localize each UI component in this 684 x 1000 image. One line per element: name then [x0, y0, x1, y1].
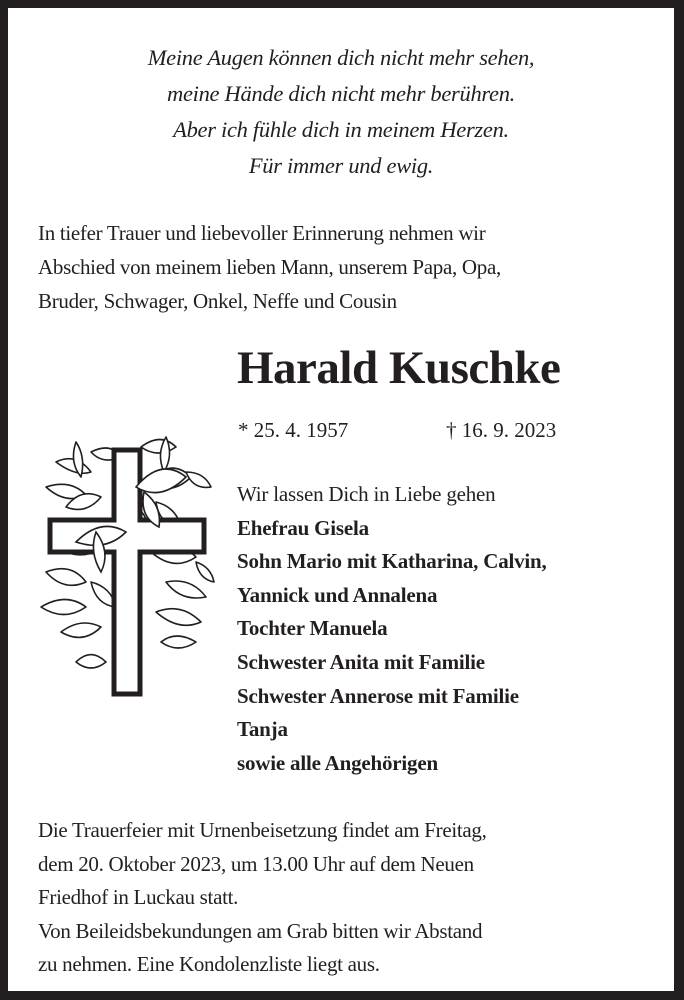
cross-with-lilies-icon — [36, 432, 216, 702]
family-member: Tanja — [237, 717, 288, 742]
funeral-info-line: dem 20. Oktober 2023, um 13.00 Uhr auf dem Neuen — [38, 851, 474, 876]
obituary-card — [8, 8, 674, 991]
death-date: † 16. 9. 2023 — [446, 418, 557, 442]
poem-line: Aber ich fühle dich in meinem Herzen. — [173, 117, 509, 142]
poem-line: Meine Augen können dich nicht mehr sehen, — [147, 45, 535, 70]
family-member: Tochter Manuela — [237, 616, 388, 641]
intro-line: In tiefer Trauer und liebevoller Erinnerung nehmen wir — [38, 221, 486, 245]
poem — [8, 40, 674, 184]
family-member: Ehefrau Gisela — [237, 515, 369, 540]
funeral-info — [38, 814, 668, 982]
poem-line: Für immer und ewig. — [248, 153, 434, 178]
intro-text — [38, 216, 658, 318]
funeral-info-line: zu nehmen. Eine Kondolenzliste liegt aus. — [38, 952, 380, 977]
poem-line: meine Hände dich nicht mehr berühren. — [167, 81, 515, 106]
family-member: Sohn Mario mit Katharina, Calvin, — [237, 549, 547, 574]
intro-line: Bruder, Schwager, Onkel, Neffe und Cousin — [38, 289, 397, 313]
family-intro: Wir lassen Dich in Liebe gehen — [237, 482, 496, 506]
family-member: Schwester Annerose mit Familie — [237, 683, 519, 708]
family-member: sowie alle Angehörigen — [237, 750, 438, 775]
deceased-name: Harald Kuschke — [237, 342, 561, 394]
family-member: Schwester Anita mit Familie — [237, 649, 485, 674]
funeral-info-line: Von Beileidsbekundungen am Grab bitten wir Abstand — [38, 918, 483, 943]
intro-line: Abschied von meinem lieben Mann, unserem Papa, Opa, — [38, 255, 501, 279]
family-member: Yannick und Annalena — [237, 582, 438, 607]
funeral-info-line: Die Trauerfeier mit Urnenbeisetzung findet am Freitag, — [38, 818, 487, 842]
funeral-info-line: Friedhof in Luckau statt. — [38, 885, 239, 910]
family-list — [237, 478, 667, 780]
birth-date: * 25. 4. 1957 — [238, 418, 349, 442]
